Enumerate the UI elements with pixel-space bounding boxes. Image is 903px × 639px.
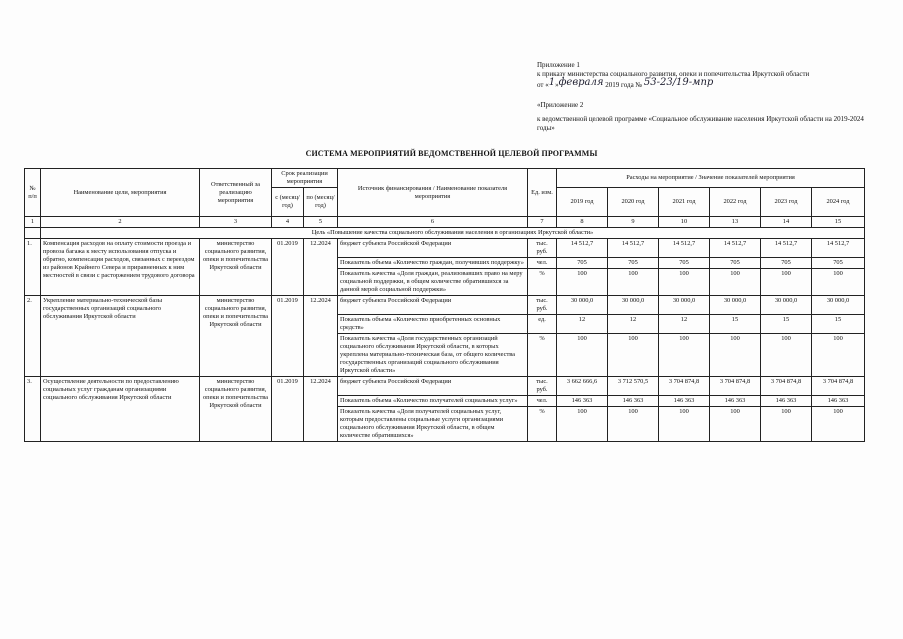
- year-value: 14 512,7: [557, 239, 608, 258]
- year-value: 100: [710, 334, 761, 377]
- unit: %: [528, 269, 557, 296]
- appendix2-label: «Приложение 2: [537, 101, 584, 109]
- year-value: 30 000,0: [557, 296, 608, 315]
- year-value: 14 512,7: [659, 239, 710, 258]
- year-value: 100: [608, 334, 659, 377]
- year-value: 3 704 874,8: [659, 377, 710, 396]
- appendix-label: Приложение 1: [537, 61, 580, 69]
- year-value: 30 000,0: [608, 296, 659, 315]
- col-number: 10: [659, 217, 710, 228]
- row-number: 1.: [25, 239, 41, 296]
- responsible-org: министерство социального развития, опеки и попечительства Иркутской области: [200, 239, 272, 296]
- year-value: 100: [659, 334, 710, 377]
- col-number: 13: [710, 217, 761, 228]
- year-value: 146 363: [812, 396, 865, 407]
- term-to: 12.2024: [304, 377, 338, 442]
- col-expenses: Расходы на мероприятие / Значение показателей мероприятия: [557, 169, 865, 188]
- handwritten-day: 1: [548, 77, 556, 88]
- col-unit: Ед. изм.: [528, 169, 557, 217]
- year-value: 100: [812, 407, 865, 442]
- year-value: 100: [659, 269, 710, 296]
- col-number: 2: [41, 217, 200, 228]
- col-from: с (месяц/год): [272, 188, 304, 217]
- table-row: [25, 296, 865, 315]
- col-number: 1: [25, 217, 41, 228]
- year-value: 100: [812, 334, 865, 377]
- order-date-line: от «1»февраля 2019 года № 53-23/19-мпр: [537, 77, 714, 89]
- col-year: 2023 год: [761, 188, 812, 217]
- goal-text: Цель «Повышение качества социального обслуживания населения в организациях Иркутской области»: [41, 228, 865, 239]
- col-source: Источник финансирования / Наименование показателя мероприятия: [338, 169, 528, 217]
- year-value: 30 000,0: [710, 296, 761, 315]
- year-value: 3 704 874,8: [710, 377, 761, 396]
- source-or-indicator: Показатель качества «Доля получателей социальных услуг, которым предоставлены социальные услуги организациями социального обслуживания Иркутской области, в общем количестве обратившихся»: [338, 407, 528, 442]
- goal-row: [25, 228, 865, 239]
- year-value: 100: [557, 334, 608, 377]
- year-value: 100: [710, 407, 761, 442]
- year-value: 15: [812, 315, 865, 334]
- year-value: 15: [710, 315, 761, 334]
- col-year: 2019 год: [557, 188, 608, 217]
- col-number: 9: [608, 217, 659, 228]
- year-value: 12: [659, 315, 710, 334]
- source-or-indicator: Показатель объема «Количество получателей социальных услуг»: [338, 396, 528, 407]
- year-value: 100: [812, 269, 865, 296]
- year-value: 3 704 874,8: [812, 377, 865, 396]
- col-num: № п/п: [25, 169, 41, 217]
- unit: чел.: [528, 396, 557, 407]
- year-value: 3 704 874,8: [761, 377, 812, 396]
- col-number: 5: [304, 217, 338, 228]
- responsible-org: министерство социального развития, опеки и попечительства Иркутской области: [200, 377, 272, 442]
- year-value: 100: [608, 407, 659, 442]
- col-to: по (месяц/год): [304, 188, 338, 217]
- year-value: 705: [608, 258, 659, 269]
- document-title: СИСТЕМА МЕРОПРИЯТИЙ ВЕДОМСТВЕННОЙ ЦЕЛЕВОЙ ПРОГРАММЫ: [305, 149, 598, 158]
- unit: чел.: [528, 258, 557, 269]
- col-name: Наименование цели, мероприятия: [41, 169, 200, 217]
- program-reference: к ведомственной целевой программе «Социальное обслуживание населения Иркутской области на 2019-2024 годы»: [537, 115, 864, 132]
- col-number: 3: [200, 217, 272, 228]
- term-to: 12.2024: [304, 239, 338, 296]
- col-number: 14: [761, 217, 812, 228]
- col-number: 6: [338, 217, 528, 228]
- year-value: 100: [761, 407, 812, 442]
- activity-name: Осуществление деятельности по предоставлению социальных услуг гражданам организациями социального обслуживания Иркутской области: [41, 377, 200, 442]
- year-value: 15: [761, 315, 812, 334]
- handwritten-month: февраля: [558, 77, 604, 88]
- table-row: [25, 239, 865, 258]
- unit: %: [528, 407, 557, 442]
- source-or-indicator: бюджет субъекта Российской Федерации: [338, 239, 528, 258]
- year-value: 14 512,7: [812, 239, 865, 258]
- year-value: 100: [557, 269, 608, 296]
- col-year: 2021 год: [659, 188, 710, 217]
- year-value: 12: [557, 315, 608, 334]
- term-from: 01.2019: [272, 296, 304, 377]
- year-value: 100: [659, 407, 710, 442]
- source-or-indicator: бюджет субъекта Российской Федерации: [338, 296, 528, 315]
- year-value: 3 712 570,5: [608, 377, 659, 396]
- handwritten-number: 53-23/19-мпр: [643, 77, 714, 88]
- year-value: 12: [608, 315, 659, 334]
- col-term: Срок реализации мероприятия: [272, 169, 338, 188]
- source-or-indicator: Показатель объема «Количество приобретенных основных средств»: [338, 315, 528, 334]
- year-value: 705: [710, 258, 761, 269]
- col-year: 2024 год: [812, 188, 865, 217]
- year-value: 100: [608, 269, 659, 296]
- term-to: 12.2024: [304, 296, 338, 377]
- term-from: 01.2019: [272, 377, 304, 442]
- order-reference: к приказу министерства социального развития, опеки и попечительства Иркутской области: [537, 70, 810, 78]
- year-value: 30 000,0: [812, 296, 865, 315]
- col-number: 4: [272, 217, 304, 228]
- source-or-indicator: бюджет субъекта Российской Федерации: [338, 377, 528, 396]
- unit: тыс. руб.: [528, 377, 557, 396]
- year-value: 30 000,0: [761, 296, 812, 315]
- year-value: 30 000,0: [659, 296, 710, 315]
- responsible-org: министерство социального развития, опеки и попечительства Иркутской области: [200, 296, 272, 377]
- year-value: 14 512,7: [710, 239, 761, 258]
- row-number: 3.: [25, 377, 41, 442]
- year-value: 100: [761, 334, 812, 377]
- col-number: 15: [812, 217, 865, 228]
- year-value: 146 363: [557, 396, 608, 407]
- year-value: 705: [659, 258, 710, 269]
- unit: %: [528, 334, 557, 377]
- year-value: 705: [761, 258, 812, 269]
- year-value: 705: [557, 258, 608, 269]
- year-value: 146 363: [710, 396, 761, 407]
- activity-name: Компенсация расходов на оплату стоимости проезда и провоза багажа к месту использования отпуска и обратно, компенсация расходов, связанных с переездом из районов Крайнего Севера и приравненных к ним местностей в связи с расторжением трудового договора: [41, 239, 200, 296]
- year-value: 100: [761, 269, 812, 296]
- header-row: [25, 169, 865, 188]
- year-value: 3 662 666,6: [557, 377, 608, 396]
- unit: ед.: [528, 315, 557, 334]
- year-value: 146 363: [761, 396, 812, 407]
- source-or-indicator: Показатель качества «Доля государственных организаций социального обслуживания Иркутской области, в которых укреплена материально-техническая база, от общего количества государственных организаций социального обслуживания Иркутской области»: [338, 334, 528, 377]
- term-from: 01.2019: [272, 239, 304, 296]
- row-number: 2.: [25, 296, 41, 377]
- year-value: 14 512,7: [761, 239, 812, 258]
- activity-name: Укрепление материально-технической базы государственных организаций социального обслуживания Иркутской области: [41, 296, 200, 377]
- source-or-indicator: Показатель качества «Доля граждан, реализовавших право на меру социальной поддержки, в общем количестве обратившихся за данной мерой социальной поддержки»: [338, 269, 528, 296]
- year-value: 100: [710, 269, 761, 296]
- col-year: 2020 год: [608, 188, 659, 217]
- year-value: 146 363: [608, 396, 659, 407]
- year-value: 14 512,7: [608, 239, 659, 258]
- col-year: 2022 год: [710, 188, 761, 217]
- unit: тыс. руб.: [528, 239, 557, 258]
- year-value: 146 363: [659, 396, 710, 407]
- activities-table: [24, 168, 865, 442]
- year-value: 705: [812, 258, 865, 269]
- unit: тыс. руб.: [528, 296, 557, 315]
- year-value: 100: [557, 407, 608, 442]
- col-responsible: Ответственный за реализацию мероприятия: [200, 169, 272, 217]
- col-number: 8: [557, 217, 608, 228]
- col-number: 7: [528, 217, 557, 228]
- source-or-indicator: Показатель объема «Количество граждан, получивших поддержку»: [338, 258, 528, 269]
- table-row: [25, 377, 865, 396]
- column-number-row: [25, 217, 865, 228]
